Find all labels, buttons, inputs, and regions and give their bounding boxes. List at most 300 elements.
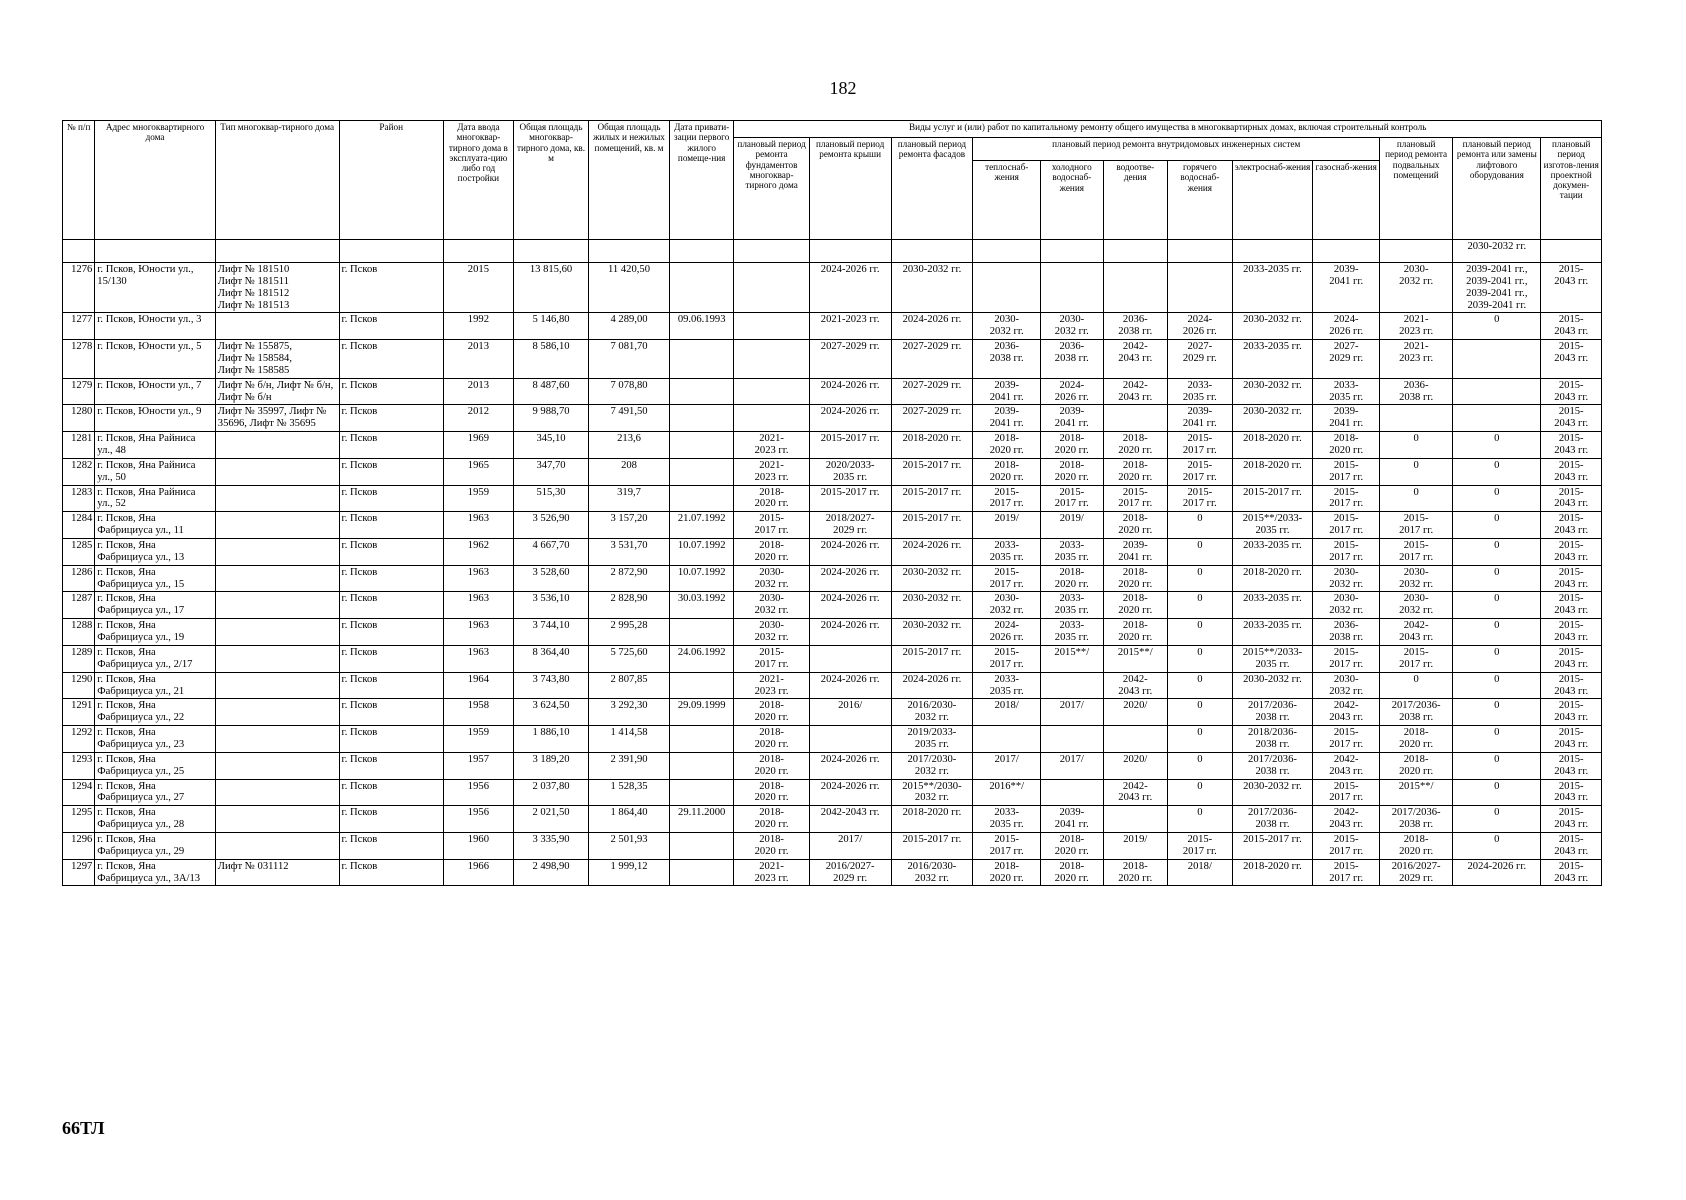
cell-house-type: Лифт № 031112	[215, 859, 339, 886]
cell-lift-period: 0	[1453, 645, 1541, 672]
cell-lift-period	[1453, 378, 1541, 405]
cell-living-area: 2 501,93	[589, 832, 670, 859]
cell-cold-water-period: 2033- 2035 гг.	[1041, 619, 1103, 646]
cell-roof-period: 2024-2026 гг.	[809, 672, 891, 699]
cell-lift-period: 0	[1453, 619, 1541, 646]
cell-design-period: 2015- 2043 гг.	[1541, 432, 1602, 459]
cell-electric-period: 2018-2020 гг.	[1232, 432, 1313, 459]
cell-hot-water-period: 2024- 2026 гг.	[1168, 313, 1233, 340]
cell-heat-period: 2036- 2038 гг.	[973, 340, 1041, 379]
cell-foundation-period	[734, 378, 809, 405]
cell-gas-period: 2027- 2029 гг.	[1313, 340, 1380, 379]
cell-foundation-period: 2021- 2023 гг.	[734, 672, 809, 699]
cell-sewer-period: 2020/	[1103, 752, 1168, 779]
cell-foundation-period: 2018- 2020 гг.	[734, 485, 809, 512]
cell-roof-period: 2024-2026 гг.	[809, 378, 891, 405]
cell-electric-period: 2033-2035 гг.	[1232, 263, 1313, 313]
cell-roof-period: 2024-2026 гг.	[809, 779, 891, 806]
cell-living-area: 3 531,70	[589, 539, 670, 566]
cell-privatization-date	[669, 485, 734, 512]
cell-privatization-date	[669, 726, 734, 753]
cell-living-area: 11 420,50	[589, 263, 670, 313]
cell-year: 1957	[443, 752, 513, 779]
cell-row-num: 1297	[63, 859, 95, 886]
cell-electric-period: 2033-2035 гг.	[1232, 340, 1313, 379]
cell-gas-period: 2024- 2026 гг.	[1313, 313, 1380, 340]
cell-privatization-date: 29.11.2000	[669, 806, 734, 833]
cell-lift-period: 0	[1453, 779, 1541, 806]
cell-house-type	[215, 806, 339, 833]
cell-facade-period: 2030-2032 гг.	[891, 619, 973, 646]
cell-address: г. Псков, Юности ул., 15/130	[95, 263, 216, 313]
cell-gas-period: 2042- 2043 гг.	[1313, 806, 1380, 833]
cell-basement-period: 2015- 2017 гг.	[1380, 512, 1453, 539]
cell-privatization-date	[669, 859, 734, 886]
cell-house-type	[215, 752, 339, 779]
cell-year: 2013	[443, 378, 513, 405]
cell-basement-period: 2021- 2023 гг.	[1380, 340, 1453, 379]
cell-total-area: 2 021,50	[513, 806, 588, 833]
cell-total-area: 8 586,10	[513, 340, 588, 379]
cell-total-area: 3 335,90	[513, 832, 588, 859]
cell-electric-period: 2033-2035 гг.	[1232, 539, 1313, 566]
cell-sewer-period: 2019/	[1103, 832, 1168, 859]
cell-facade-period: 2015-2017 гг.	[891, 485, 973, 512]
cell-basement-period: 2016/2027- 2029 гг.	[1380, 859, 1453, 886]
cell-total-area: 1 886,10	[513, 726, 588, 753]
cell-sewer-period: 2042- 2043 гг.	[1103, 672, 1168, 699]
cell-living-area: 2 807,85	[589, 672, 670, 699]
cell-address: г. Псков, Юности ул., 3	[95, 313, 216, 340]
cell-hot-water-period: 2015- 2017 гг.	[1168, 432, 1233, 459]
cell-gas-period: 2015- 2017 гг.	[1313, 859, 1380, 886]
cell-hot-water-period: 2027- 2029 гг.	[1168, 340, 1233, 379]
cell-privatization-date: 30.03.1992	[669, 592, 734, 619]
cell-foundation-period: 2018- 2020 гг.	[734, 752, 809, 779]
cell-foundation-period	[734, 313, 809, 340]
cell-living-area: 1 414,58	[589, 726, 670, 753]
cell-row-num: 1289	[63, 645, 95, 672]
cell-cold-water-period	[1041, 779, 1103, 806]
cell-design-period: 2015- 2043 гг.	[1541, 340, 1602, 379]
capital-repair-table-container	[62, 120, 1602, 886]
cell-total-area: 3 528,60	[513, 565, 588, 592]
cell-cold-water-period: 2039- 2041 гг.	[1041, 806, 1103, 833]
cell-sewer-period	[1103, 405, 1168, 432]
cell-row-num: 1290	[63, 672, 95, 699]
header-hot-water: горячего водоснаб-жения	[1168, 161, 1233, 240]
footer-code: 66ТЛ	[62, 1118, 105, 1138]
cell-cold-water-period: 2015- 2017 гг.	[1041, 485, 1103, 512]
cell-living-area: 2 995,28	[589, 619, 670, 646]
cell-lift-period: 0	[1453, 752, 1541, 779]
cell-hot-water-period: 2015- 2017 гг.	[1168, 832, 1233, 859]
cell-lift-period: 0	[1453, 672, 1541, 699]
cell-row-num: 1282	[63, 458, 95, 485]
cell-facade-period: 2018-2020 гг.	[891, 806, 973, 833]
cell-electric-period: 2017/2036- 2038 гг.	[1232, 699, 1313, 726]
cell-electric-period: 2030-2032 гг.	[1232, 779, 1313, 806]
cell-privatization-date	[669, 672, 734, 699]
cell-district: г. Псков	[339, 405, 443, 432]
cell-design-period: 2015- 2043 гг.	[1541, 313, 1602, 340]
cell-cold-water-period: 2033- 2035 гг.	[1041, 539, 1103, 566]
cell-sewer-period: 2020/	[1103, 699, 1168, 726]
header-living-area: Общая площадь жилых и нежилых помещений, кв. м	[589, 121, 670, 240]
cell-hot-water-period: 0	[1168, 779, 1233, 806]
cell-row-num: 1295	[63, 806, 95, 833]
cell-cold-water-period: 2036- 2038 гг.	[1041, 340, 1103, 379]
cell-lift-period	[1453, 340, 1541, 379]
cell-sewer-period: 2042- 2043 гг.	[1103, 378, 1168, 405]
cell-foundation-period: 2018- 2020 гг.	[734, 726, 809, 753]
cell-heat-period: 2019/	[973, 512, 1041, 539]
cell-row-num: 1277	[63, 313, 95, 340]
cell-cold-water-period: 2017/	[1041, 752, 1103, 779]
cell-electric-period: 2030-2032 гг.	[1232, 313, 1313, 340]
cell-design-period: 2015- 2043 гг.	[1541, 458, 1602, 485]
cell-privatization-date	[669, 832, 734, 859]
cell-house-type: Лифт № 181510 Лифт № 181511 Лифт № 181512 Лифт № 181513	[215, 263, 339, 313]
cell-house-type	[215, 485, 339, 512]
cell-living-area: 7 491,50	[589, 405, 670, 432]
cell-year: 1959	[443, 726, 513, 753]
cell-foundation-period	[734, 263, 809, 313]
cell-total-area: 9 988,70	[513, 405, 588, 432]
cell-gas-period: 2036- 2038 гг.	[1313, 619, 1380, 646]
cell-basement-period: 2036- 2038 гг.	[1380, 378, 1453, 405]
cell-row-num: 1279	[63, 378, 95, 405]
cell-gas-period: 2015- 2017 гг.	[1313, 645, 1380, 672]
cell-district: г. Псков	[339, 726, 443, 753]
cell-roof-period: 2017/	[809, 832, 891, 859]
cell-design-period: 2015- 2043 гг.	[1541, 592, 1602, 619]
cell-row-num: 1283	[63, 485, 95, 512]
cell-design-period: 2015- 2043 гг.	[1541, 859, 1602, 886]
cell-heat-period: 2018- 2020 гг.	[973, 458, 1041, 485]
cell-privatization-date	[669, 432, 734, 459]
cell-district: г. Псков	[339, 539, 443, 566]
header-address: Адрес многоквартирного дома	[95, 121, 216, 240]
cell-cold-water-period: 2018- 2020 гг.	[1041, 859, 1103, 886]
cell-hot-water-period: 0	[1168, 752, 1233, 779]
cell-heat-period: 2030- 2032 гг.	[973, 592, 1041, 619]
cell-foundation-period: 2030- 2032 гг.	[734, 592, 809, 619]
table-row	[63, 565, 1602, 592]
cell-cold-water-period: 2018- 2020 гг.	[1041, 565, 1103, 592]
cell-design-period: 2015- 2043 гг.	[1541, 752, 1602, 779]
cell-gas-period: 2015- 2017 гг.	[1313, 512, 1380, 539]
table-row	[63, 645, 1602, 672]
cell-cold-water-period: 2030- 2032 гг.	[1041, 313, 1103, 340]
cell-design-period: 2015- 2043 гг.	[1541, 672, 1602, 699]
cell-row-num: 1287	[63, 592, 95, 619]
cell-foundation-period: 2021- 2023 гг.	[734, 458, 809, 485]
cell-design-period: 2015- 2043 гг.	[1541, 645, 1602, 672]
cell-house-type	[215, 512, 339, 539]
cell-address: г. Псков, Яна Фабрициуса ул., 29	[95, 832, 216, 859]
cell-gas-period: 2042- 2043 гг.	[1313, 752, 1380, 779]
cell-basement-period: 2030- 2032 гг.	[1380, 263, 1453, 313]
cell-privatization-date	[669, 405, 734, 432]
cell-design-period: 2015- 2043 гг.	[1541, 779, 1602, 806]
cell-gas-period: 2015- 2017 гг.	[1313, 726, 1380, 753]
cell-heat-period: 2033- 2035 гг.	[973, 672, 1041, 699]
cell-basement-period: 2042- 2043 гг.	[1380, 619, 1453, 646]
cell-hot-water-period: 0	[1168, 539, 1233, 566]
page-number: 182	[829, 78, 857, 98]
cell-gas-period: 2018- 2020 гг.	[1313, 432, 1380, 459]
cell-year: 1969	[443, 432, 513, 459]
cell-facade-period: 2027-2029 гг.	[891, 340, 973, 379]
cell-row-num: 1285	[63, 539, 95, 566]
cell-electric-period: 2018-2020 гг.	[1232, 859, 1313, 886]
cell-basement-period: 2015- 2017 гг.	[1380, 539, 1453, 566]
cell-address: г. Псков, Яна Фабрициуса ул., 28	[95, 806, 216, 833]
cell-sewer-period: 2042- 2043 гг.	[1103, 340, 1168, 379]
cell-sewer-period: 2042- 2043 гг.	[1103, 779, 1168, 806]
cell-lift-period: 0	[1453, 699, 1541, 726]
cell-heat-period: 2024- 2026 гг.	[973, 619, 1041, 646]
cell-roof-period: 2018/2027- 2029 гг.	[809, 512, 891, 539]
cell-year: 1965	[443, 458, 513, 485]
cell-district: г. Псков	[339, 313, 443, 340]
cell-design-period: 2015- 2043 гг.	[1541, 405, 1602, 432]
cell-district: г. Псков	[339, 378, 443, 405]
cell-facade-period: 2030-2032 гг.	[891, 565, 973, 592]
cell-heat-period: 2018/	[973, 699, 1041, 726]
cell-gas-period: 2039- 2041 гг.	[1313, 263, 1380, 313]
cell-hot-water-period: 0	[1168, 645, 1233, 672]
table-row	[63, 699, 1602, 726]
cell-basement-period: 2015**/	[1380, 779, 1453, 806]
cell-foundation-period: 2030- 2032 гг.	[734, 565, 809, 592]
cell-house-type	[215, 645, 339, 672]
cell-row-num: 1291	[63, 699, 95, 726]
table-row	[63, 378, 1602, 405]
cell-district: г. Псков	[339, 619, 443, 646]
cell-district: г. Псков	[339, 672, 443, 699]
cell-electric-period: 2030-2032 гг.	[1232, 672, 1313, 699]
cell-year: 1963	[443, 592, 513, 619]
cell-design-period: 2015- 2043 гг.	[1541, 565, 1602, 592]
cell-address: г. Псков, Юности ул., 9	[95, 405, 216, 432]
header-num: № п/п	[63, 121, 95, 240]
cell-lift-period: 2039-2041 гг., 2039-2041 гг., 2039-2041 гг., 2039-2041 гг.	[1453, 263, 1541, 313]
cell-roof-period: 2021-2023 гг.	[809, 313, 891, 340]
cell-cold-water-period: 2039- 2041 гг.	[1041, 405, 1103, 432]
cell-total-area: 345,10	[513, 432, 588, 459]
cell-address: г. Псков, Юности ул., 5	[95, 340, 216, 379]
cell-heat-period: 2033- 2035 гг.	[973, 806, 1041, 833]
cell-total-area: 3 189,20	[513, 752, 588, 779]
cell-cold-water-period: 2018- 2020 гг.	[1041, 458, 1103, 485]
cell-total-area: 4 667,70	[513, 539, 588, 566]
cell-roof-period: 2015-2017 гг.	[809, 432, 891, 459]
cell-year: 1963	[443, 645, 513, 672]
cell-address: г. Псков, Яна Райниса ул., 52	[95, 485, 216, 512]
cell-house-type	[215, 432, 339, 459]
cell-district: г. Псков	[339, 592, 443, 619]
header-year: Дата ввода многоквар-тирного дома в эксплуата-цию либо год постройки	[443, 121, 513, 240]
cell-cold-water-period: 2018- 2020 гг.	[1041, 432, 1103, 459]
header-foundation: плановый период ремонта фундаментов многоквар-тирного дома	[734, 138, 809, 240]
cell-year: 1956	[443, 806, 513, 833]
cell-heat-period: 2015- 2017 гг.	[973, 832, 1041, 859]
cell-lift-period: 0	[1453, 313, 1541, 340]
cell-district: г. Псков	[339, 512, 443, 539]
cell-roof-period	[809, 726, 891, 753]
cell-living-area: 2 391,90	[589, 752, 670, 779]
cell-house-type	[215, 699, 339, 726]
cell-cold-water-period: 2015**/	[1041, 645, 1103, 672]
cell-facade-period: 2017/2030- 2032 гг.	[891, 752, 973, 779]
cell-address: г. Псков, Яна Фабрициуса ул., 17	[95, 592, 216, 619]
cell-foundation-period: 2018- 2020 гг.	[734, 779, 809, 806]
cell-total-area: 8 364,40	[513, 645, 588, 672]
cell-privatization-date	[669, 458, 734, 485]
capital-repair-table	[62, 120, 1602, 886]
cell-house-type	[215, 726, 339, 753]
cell-basement-period: 2021- 2023 гг.	[1380, 313, 1453, 340]
table-row	[63, 512, 1602, 539]
cell-facade-period: 2015-2017 гг.	[891, 645, 973, 672]
cell-facade-period: 2015-2017 гг.	[891, 832, 973, 859]
table-row	[63, 619, 1602, 646]
cell-living-area: 1 999,12	[589, 859, 670, 886]
cell-heat-period: 2030- 2032 гг.	[973, 313, 1041, 340]
cell-address: г. Псков, Яна Фабрициуса ул., 19	[95, 619, 216, 646]
cell-privatization-date: 24.06.1992	[669, 645, 734, 672]
cell-heat-period: 2017/	[973, 752, 1041, 779]
cell-living-area: 7 081,70	[589, 340, 670, 379]
cell-heat-period: 2039- 2041 гг.	[973, 378, 1041, 405]
cell-basement-period: 2018- 2020 гг.	[1380, 752, 1453, 779]
cell-privatization-date	[669, 779, 734, 806]
cell-hot-water-period: 2039- 2041 гг.	[1168, 405, 1233, 432]
cell-privatization-date	[669, 752, 734, 779]
cell-address: г. Псков, Яна Фабрициуса ул., 13	[95, 539, 216, 566]
cell-gas-period: 2015- 2017 гг.	[1313, 485, 1380, 512]
cell-living-area: 2 828,90	[589, 592, 670, 619]
cell-total-area: 3 743,80	[513, 672, 588, 699]
cell-basement-period	[1380, 405, 1453, 432]
header-type: Тип многоквар-тирного дома	[215, 121, 339, 240]
cell-basement-period: 2018- 2020 гг.	[1380, 832, 1453, 859]
cell-electric-period: 2017/2036- 2038 гг.	[1232, 806, 1313, 833]
cell-year: 1958	[443, 699, 513, 726]
cell-heat-period	[973, 726, 1041, 753]
cell-heat-period: 2039- 2041 гг.	[973, 405, 1041, 432]
cell-foundation-period: 2030- 2032 гг.	[734, 619, 809, 646]
cell-foundation-period: 2021- 2023 гг.	[734, 859, 809, 886]
cell-roof-period: 2024-2026 гг.	[809, 263, 891, 313]
cell-district: г. Псков	[339, 779, 443, 806]
table-row	[63, 859, 1602, 886]
header-design: плановый период изготов-ления проектной докумен-тации	[1541, 138, 1602, 240]
cell-roof-period: 2024-2026 гг.	[809, 565, 891, 592]
cell-electric-period: 2018-2020 гг.	[1232, 458, 1313, 485]
cell-address: г. Псков, Яна Фабрициуса ул., 2/17	[95, 645, 216, 672]
header-lift: плановый период ремонта или замены лифтового оборудования	[1453, 138, 1541, 240]
cell-row-num: 1284	[63, 512, 95, 539]
cell-facade-period: 2015-2017 гг.	[891, 512, 973, 539]
cell-basement-period: 0	[1380, 458, 1453, 485]
cell-sewer-period: 2015- 2017 гг.	[1103, 485, 1168, 512]
cell-total-area: 3 744,10	[513, 619, 588, 646]
cell-row-num: 1286	[63, 565, 95, 592]
header-heat: теплоснаб-жения	[973, 161, 1041, 240]
cell-sewer-period: 2018- 2020 гг.	[1103, 619, 1168, 646]
cell-sewer-period	[1103, 806, 1168, 833]
table-row	[63, 340, 1602, 379]
cell-gas-period: 2033- 2035 гг.	[1313, 378, 1380, 405]
continuation-lift: 2030-2032 гг.	[1453, 240, 1541, 263]
cell-house-type: Лифт № 35997, Лифт № 35696, Лифт № 35695	[215, 405, 339, 432]
cell-living-area: 213,6	[589, 432, 670, 459]
cell-lift-period: 0	[1453, 432, 1541, 459]
table-row	[63, 752, 1602, 779]
cell-basement-period: 2018- 2020 гг.	[1380, 726, 1453, 753]
cell-house-type	[215, 779, 339, 806]
cell-district: г. Псков	[339, 832, 443, 859]
header-engineering-group: плановый период ремонта внутридомовых инженерных систем	[973, 138, 1380, 161]
cell-roof-period: 2016/2027- 2029 гг.	[809, 859, 891, 886]
cell-district: г. Псков	[339, 645, 443, 672]
cell-heat-period: 2018- 2020 гг.	[973, 859, 1041, 886]
cell-privatization-date	[669, 263, 734, 313]
cell-foundation-period: 2018- 2020 гг.	[734, 699, 809, 726]
cell-facade-period: 2030-2032 гг.	[891, 592, 973, 619]
cell-row-num: 1294	[63, 779, 95, 806]
cell-district: г. Псков	[339, 263, 443, 313]
cell-privatization-date: 21.07.1992	[669, 512, 734, 539]
cell-total-area: 347,70	[513, 458, 588, 485]
cell-address: г. Псков, Юности ул., 7	[95, 378, 216, 405]
cell-gas-period: 2015- 2017 гг.	[1313, 832, 1380, 859]
cell-foundation-period: 2021- 2023 гг.	[734, 432, 809, 459]
cell-year: 1959	[443, 485, 513, 512]
cell-electric-period: 2017/2036- 2038 гг.	[1232, 752, 1313, 779]
cell-living-area: 319,7	[589, 485, 670, 512]
cell-hot-water-period: 0	[1168, 619, 1233, 646]
cell-privatization-date: 10.07.1992	[669, 539, 734, 566]
cell-design-period: 2015- 2043 гг.	[1541, 619, 1602, 646]
cell-total-area: 3 536,10	[513, 592, 588, 619]
cell-year: 2012	[443, 405, 513, 432]
cell-facade-period: 2015**/2030- 2032 гг.	[891, 779, 973, 806]
cell-basement-period: 2017/2036- 2038 гг.	[1380, 806, 1453, 833]
cell-electric-period: 2030-2032 гг.	[1232, 405, 1313, 432]
cell-foundation-period	[734, 340, 809, 379]
table-header	[63, 121, 1602, 240]
cell-facade-period: 2024-2026 гг.	[891, 539, 973, 566]
cell-hot-water-period: 0	[1168, 512, 1233, 539]
cell-address: г. Псков, Яна Фабрициуса ул., 15	[95, 565, 216, 592]
cell-district: г. Псков	[339, 699, 443, 726]
cell-district: г. Псков	[339, 340, 443, 379]
header-cold-water: холодного водоснаб-жения	[1041, 161, 1103, 240]
cell-facade-period: 2019/2033- 2035 гг.	[891, 726, 973, 753]
cell-house-type	[215, 619, 339, 646]
cell-living-area: 3 292,30	[589, 699, 670, 726]
cell-lift-period: 0	[1453, 592, 1541, 619]
cell-design-period: 2015- 2043 гг.	[1541, 512, 1602, 539]
cell-design-period: 2015- 2043 гг.	[1541, 539, 1602, 566]
cell-total-area: 3 526,90	[513, 512, 588, 539]
cell-cold-water-period: 2018- 2020 гг.	[1041, 832, 1103, 859]
cell-living-area: 208	[589, 458, 670, 485]
